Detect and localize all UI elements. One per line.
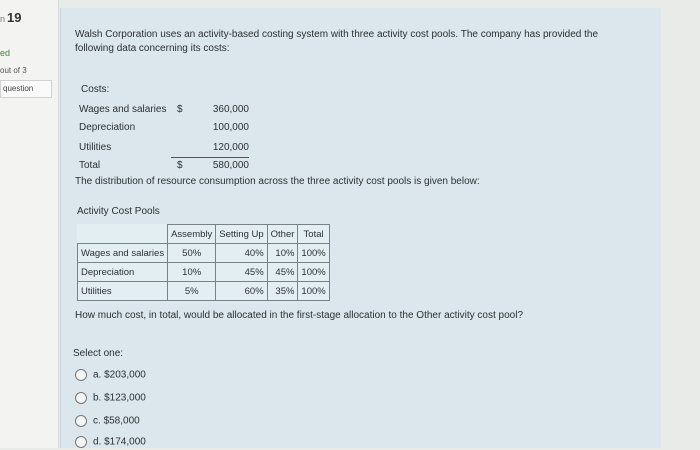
question-status: ed bbox=[0, 48, 11, 58]
question-panel bbox=[60, 8, 661, 448]
table-row bbox=[78, 263, 330, 282]
cost-row bbox=[79, 142, 249, 156]
row-label: Wages and salaries bbox=[78, 244, 168, 263]
cost-row-total bbox=[79, 160, 249, 174]
table-header-row bbox=[78, 225, 330, 244]
answer-option-c[interactable] bbox=[75, 415, 140, 429]
row-label: Utilities bbox=[78, 282, 168, 301]
flag-question-button[interactable]: question bbox=[0, 80, 52, 98]
option-text: $123,000 bbox=[104, 392, 146, 404]
table-cell: 35% bbox=[267, 282, 298, 301]
activity-cost-pools-title: Activity Cost Pools bbox=[77, 206, 160, 217]
table-cell: 5% bbox=[168, 282, 216, 301]
table-cell: 45% bbox=[216, 263, 267, 282]
cost-amount: 580,000 bbox=[212, 160, 249, 171]
radio-button[interactable] bbox=[75, 436, 87, 448]
table-cell: 50% bbox=[168, 244, 216, 263]
question-prefix: n bbox=[0, 14, 6, 24]
costs-header: Costs: bbox=[81, 84, 110, 95]
radio-button[interactable] bbox=[75, 415, 87, 427]
cost-row bbox=[79, 122, 249, 136]
table-row bbox=[78, 282, 330, 301]
cost-label: Depreciation bbox=[79, 122, 136, 133]
question-marks: out of 3 bbox=[0, 66, 27, 75]
option-letter: a. bbox=[93, 369, 102, 381]
question-text: How much cost, in total, would be allocated in the first-stage allocation to the Other activity cost pool? bbox=[75, 310, 524, 321]
activity-table bbox=[77, 224, 330, 301]
table-cell: 10% bbox=[168, 263, 216, 282]
question-number bbox=[0, 10, 21, 25]
radio-button[interactable] bbox=[75, 392, 87, 404]
option-text: $203,000 bbox=[104, 369, 146, 381]
table-cell: 45% bbox=[267, 263, 298, 282]
question-number-value: 19 bbox=[7, 10, 22, 25]
table-header: Other bbox=[267, 225, 298, 244]
cost-label: Total bbox=[79, 160, 101, 171]
option-text: $174,000 bbox=[104, 436, 146, 448]
table-header: Setting Up bbox=[216, 225, 267, 244]
cost-dollar: $ bbox=[177, 104, 183, 115]
option-letter: c. bbox=[93, 415, 101, 427]
cost-label: Wages and salaries bbox=[79, 104, 167, 115]
cost-dollar: $ bbox=[177, 160, 183, 171]
table-header: Total bbox=[298, 225, 329, 244]
table-header: Assembly bbox=[168, 225, 216, 244]
cost-amount: 120,000 bbox=[212, 142, 249, 153]
question-intro: Walsh Corporation uses an activity-based costing system with three activity cost pools. The company has provided the following data concerning its costs: bbox=[75, 29, 599, 54]
question-sidebar bbox=[0, 0, 59, 448]
table-cell: 40% bbox=[216, 244, 267, 263]
cost-amount: 360,000 bbox=[212, 104, 249, 115]
cost-row bbox=[79, 104, 249, 118]
select-label: Select one: bbox=[73, 348, 124, 359]
answer-option-a[interactable] bbox=[75, 369, 146, 383]
table-corner bbox=[78, 225, 168, 244]
option-text: $58,000 bbox=[103, 415, 140, 427]
table-cell: 100% bbox=[298, 263, 329, 282]
cost-label: Utilities bbox=[79, 142, 112, 153]
table-row bbox=[78, 244, 330, 263]
table-cell: 10% bbox=[267, 244, 298, 263]
option-letter: b. bbox=[93, 392, 102, 404]
option-letter: d. bbox=[93, 436, 102, 448]
table-cell: 100% bbox=[298, 282, 329, 301]
table-cell: 100% bbox=[298, 244, 329, 263]
cost-amount: 100,000 bbox=[212, 122, 249, 133]
distribution-text: The distribution of resource consumption across the three activity cost pools is given below: bbox=[75, 176, 480, 187]
answer-option-b[interactable] bbox=[75, 392, 146, 406]
table-cell: 60% bbox=[216, 282, 267, 301]
subtotal-rule bbox=[171, 157, 249, 158]
radio-button[interactable] bbox=[75, 369, 87, 381]
row-label: Depreciation bbox=[78, 263, 168, 282]
